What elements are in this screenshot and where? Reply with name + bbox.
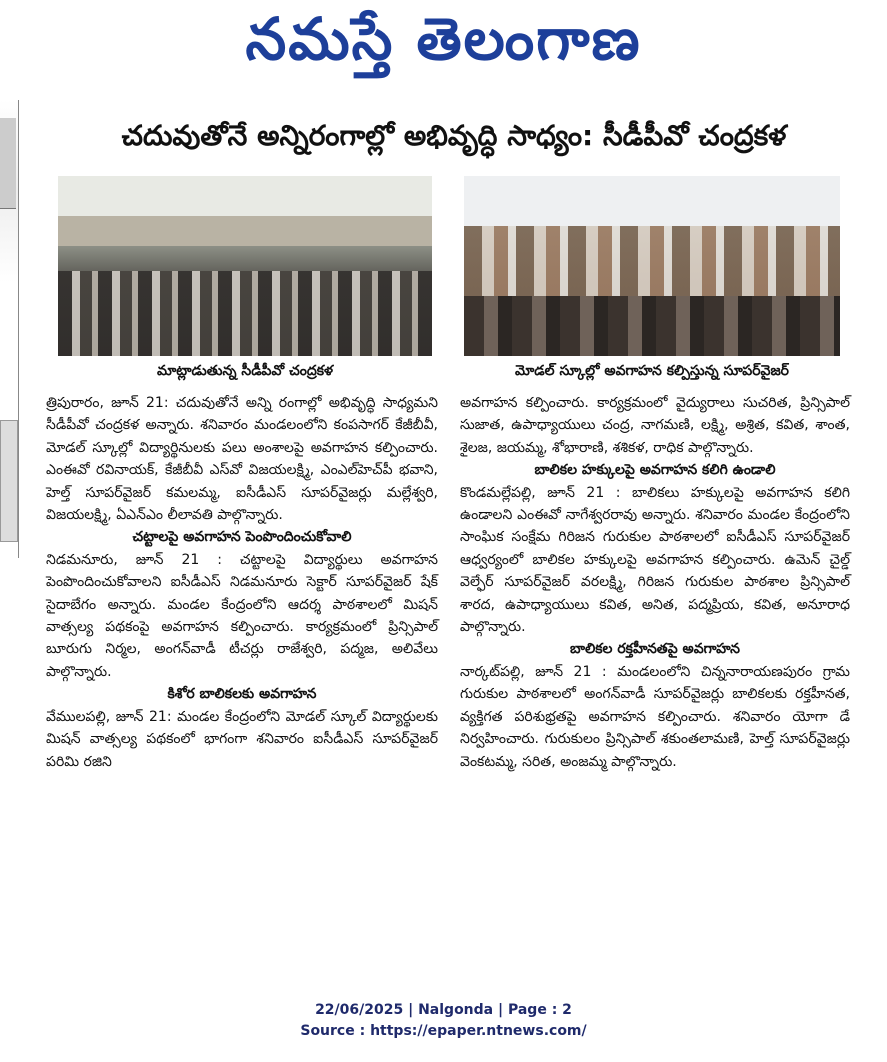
article-subheading: బాలికల రక్తహీనతపై అవగాహన — [569, 641, 741, 658]
article-paragraph: నార్కట్‌పల్లి, జూన్ 21 : మండలంలోని చిన్ననారాయణపురం గ్రామ గురుకుల పాఠశాలలో అంగన్‌వాడీ సూపర్‌వైజర్లు బాలికలకు రక్తహీనత, వ్యక్తిగత పరిశుభ్రతపై అవగాహన కల్పించారు. శనివారం యోగా డే నిర్వహించారు. గురుకులం ప్రిన్సిపాల్ శకుంతలామణి, హెల్త్ సూపర్‌వైజర్లు వెంకటమ్మ, సరిత, అంజమ్మ పాల్గొన్నారు. — [460, 663, 850, 770]
article-column-right — [460, 392, 850, 773]
article-paragraph: అవగాహన కల్పించారు. కార్యక్రమంలో వైద్యురాలు సుచరిత, ప్రిన్సిపాల్ సుజాత, ఉపాధ్యాయులు చంద్ర, నాగమణి, లక్ష్మి, అశ్రిత, కవిత, శాంత, శైలజ, జయమ్మ, శోభారాణి, శశికళ, రాధిక పాల్గొన్నారు. — [460, 395, 850, 456]
adjacent-photo-thumb — [0, 420, 18, 542]
article-subheading: కిశోర బాలికలకు అవగాహన — [167, 686, 317, 703]
source-link[interactable]: Source : https://epaper.ntnews.com/ — [300, 1023, 587, 1039]
article-paragraph: కొండమల్లేపల్లి, జూన్ 21 : బాలికలు హక్కులపై అవగాహన కలిగి ఉండాలని ఎంఈవో నాగేశ్వరరావు అన్నారు. శనివారం మండల కేంద్రంలోని సాంఘిక సంక్షేమ గిరిజన గురుకుల పాఠశాలలో ఐసీడీఎస్ సూపర్‌వైజర్ ఆధ్వర్యంలో బాలికల హక్కులపై అవగాహన కల్పించారు. ఉమెన్ చైల్డ్ వెల్ఫేర్ సూపర్‌వైజర్ వరలక్ష్మి, గిరిజన గురుకుల పాఠశాల ప్రిన్సిపాల్ శారద, ఉపాధ్యాయులు కవిత, అనిత, పద్మప్రియ, కవిత, అనూరాధ పాల్గొన్నారు. — [460, 484, 850, 636]
edition-info: 22/06/2025 | Nalgonda | Page : 2 — [315, 1002, 572, 1018]
news-article — [46, 110, 862, 770]
article-paragraph: నిడమనూరు, జూన్ 21 : చట్టాలపై విద్యార్థులు అవగాహన పెంపొందించుకోవాలని ఐసీడీఎస్ నిడమనూరు సెక్టార్ సూపర్‌వైజర్ షేక్ సైదాబేగం అన్నారు. మండల కేంద్రంలోని ఆదర్శ పాఠశాలలో మిషన్ వాత్సల్య పథకంపై అవగాహన కల్పించారు. కార్యక్రమంలో ప్రిన్సిపాల్ బూరుగు నిర్మల, అంగన్‌వాడీ టీచర్లు రాజేశ్వరి, పద్మజ, అలివేలు పాల్గొన్నారు. — [46, 551, 438, 680]
masthead-logo: నమస్తే తెలంగాణ — [245, 5, 642, 73]
photo-caption-left: మాట్లాడుతున్న సీడీపీవో చంద్రకళ — [156, 363, 334, 379]
article-paragraph: వేములపల్లి, జూన్ 21: మండల కేంద్రంలోని మోడల్ స్కూల్ విద్యార్థులకు మిషన్ వాత్సల్య పథకంలో భాగంగా శనివారం ఐసీడీఎస్ సూపర్‌వైజర్ పరిమి రజిని — [46, 708, 438, 770]
article-subheading: బాలికల హక్కులపై అవగాహన కలిగి ఉండాలి — [534, 462, 776, 479]
masthead — [0, 0, 887, 80]
photo-caption-right: మోడల్ స్కూల్లో అవగాహన కల్పిస్తున్న సూపర్‌వైజర్ — [514, 363, 789, 379]
article-subheading: చట్టాలపై అవగాహన పెంపొందించుకోవాలి — [132, 529, 352, 546]
adjacent-article-strip-left — [0, 100, 19, 558]
photo-supervisor-awareness — [464, 176, 840, 356]
article-paragraph: త్రిపురారం, జూన్ 21: చదువుతోనే అన్ని రంగాల్లో అభివృద్ధి సాధ్యమని సీడీపీవో చంద్రకళ అన్నారు. శనివారం మండలంలోని కంపసాగర్ కేజీబీవీ, మోడల్ స్కూల్లో విద్యార్థినులకు పలు అంశాలపై అవగాహన కల్పించారు. ఎంఈవో రవినాయక్, కేజీబీవీ ఎస్‌వో విజయలక్ష్మి, ఎంఎల్‌హెచ్‌పీ భవాని, హెల్త్ సూపర్‌వైజర్ కమలమ్మ, ఐసీడీఎస్ సూపర్‌వైజర్లు మల్లేశ్వరి, విజయలక్ష్మి, ఏఎన్‌ఎం లీలావతి పాల్గొన్నారు. — [46, 395, 438, 524]
adjacent-photo-thumb — [0, 118, 16, 209]
page-footer — [0, 1000, 887, 1042]
adjacent-article-strip-right — [874, 120, 887, 540]
article-headline: చదువుతోనే అన్నిరంగాల్లో అభివృద్ధి సాధ్యం: సీడీపీవో చంద్రకళ — [121, 119, 787, 152]
article-column-left — [46, 392, 438, 773]
photo-cdpo-speaking — [58, 176, 432, 356]
